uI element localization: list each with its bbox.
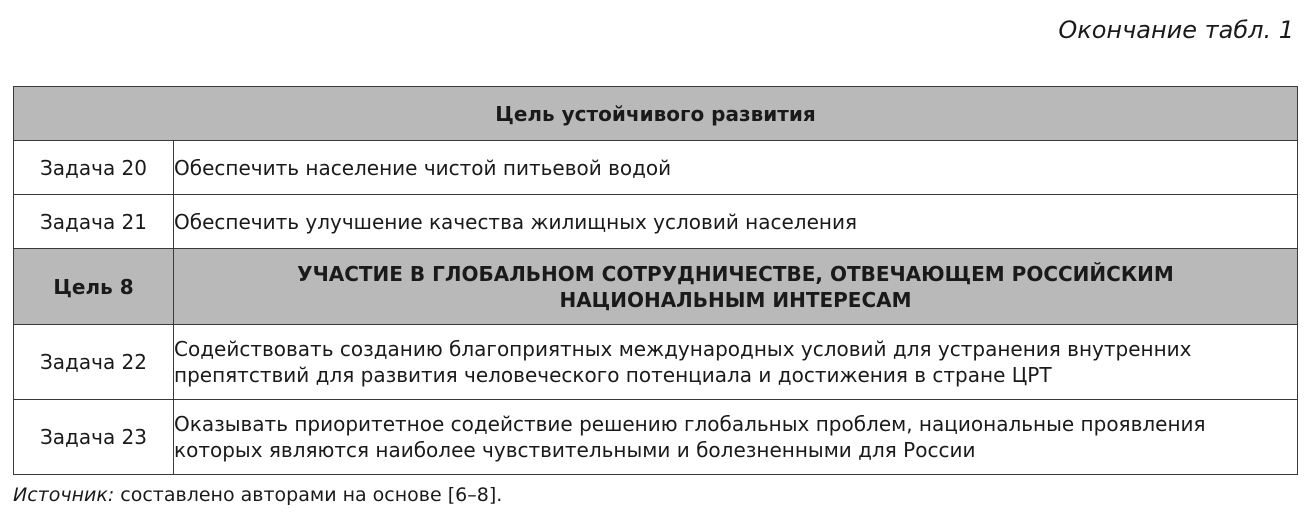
table-row: [14, 325, 1298, 400]
goal-text-cell: УЧАСТИЕ В ГЛОБАЛЬНОМ СОТРУДНИЧЕСТВЕ, ОТВЕЧАЮЩЕМ РОССИЙСКИМ НАЦИОНАЛЬНЫМ ИНТЕРЕСАМ: [174, 249, 1298, 325]
task-label-cell: Задача 22: [14, 325, 174, 400]
table-header-cell: Цель устойчивого развития: [14, 87, 1298, 141]
task-text-cell: Обеспечить население чистой питьевой водой: [174, 141, 1298, 195]
task-label-cell: Задача 20: [14, 141, 174, 195]
goal-label-cell: Цель 8: [14, 249, 174, 325]
task-text-cell: Оказывать приоритетное содействие решению глобальных проблем, национальные проявления которых являются наиболее чувствительными и болезненными для России: [174, 400, 1298, 475]
source-label: Источник:: [13, 484, 115, 506]
source-note: [13, 482, 502, 508]
goals-table: [13, 86, 1298, 475]
task-label-cell: Задача 21: [14, 195, 174, 249]
table-row: [14, 141, 1298, 195]
table-continuation-caption: Окончание табл. 1: [1058, 16, 1294, 44]
source-text: составлено авторами на основе [6–8].: [114, 484, 503, 506]
goal-row: [14, 249, 1298, 325]
task-text-cell: Содействовать созданию благоприятных международных условий для устранения внутренних препятствий для развития человеческого потенциала и достижения в стране ЦРТ: [174, 325, 1298, 400]
table-row: [14, 400, 1298, 475]
table-row: [14, 195, 1298, 249]
table-header-row: [14, 87, 1298, 141]
task-label-cell: Задача 23: [14, 400, 174, 475]
task-text-cell: Обеспечить улучшение качества жилищных условий населения: [174, 195, 1298, 249]
